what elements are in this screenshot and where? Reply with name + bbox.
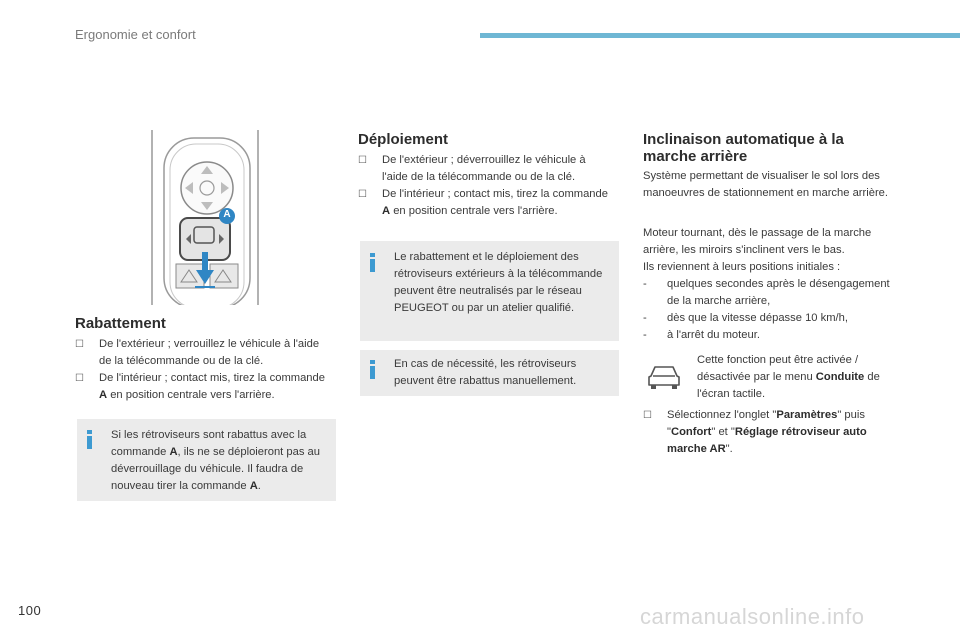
info-icon [370,360,375,379]
checkbox-bullet-icon: ☐ [358,189,367,200]
checkbox-bullet-icon: ☐ [75,373,84,384]
inclinaison-title: Inclinaison automatique à la marche arrière [643,131,844,165]
checkbox-bullet-icon: ☐ [75,339,84,350]
list-item: ☐ De l'extérieur ; verrouillez le véhicule à l'aide de la télécommande ou de la clé. [75,338,320,367]
inclinaison-function-text: Cette fonction peut être activée / désactivée par le menu Conduite de l'écran tactile. [697,354,880,400]
deploiement-info-box-2 [360,350,619,396]
inclinaison-paragraph-2: Moteur tournant, dès le passage de la marche arrière, les miroirs s'inclinent vers le bas. [643,227,872,256]
deploiement-info-text-2: En cas de nécessité, les rétroviseurs peuvent être rabattus manuellement. [394,358,577,387]
watermark: carmanualsonline.info [640,604,865,629]
list-item: - à l'arrêt du moteur. [643,329,760,341]
section-header-title: Ergonomie et confort [75,27,196,42]
inclinaison-paragraph-3: Ils reviennent à leurs positions initiales : [643,261,841,273]
deploiement-info-box-1 [360,241,619,341]
list-item: ☐ De l'intérieur ; contact mis, tirez la commande A en position centrale vers l'arrière. [358,188,608,217]
deploiement-bullets [358,152,608,220]
list-item: - dès que la vitesse dépasse 10 km/h, [643,312,848,324]
rabattement-info-box [77,419,336,501]
mirror-control-drawing [150,130,262,305]
list-item: - quelques secondes après le désengagement de la marche arrière, [643,278,890,307]
rabattement-info-text: Si les rétroviseurs sont rabattus avec la commande A, ils ne se déploieront pas au déverrouillage du véhicule. Il faudra de nouveau tirer la commande A. [111,429,320,492]
deploiement-info-text-1: Le rabattement et le déploiement des rétroviseurs extérieurs à la télécommande peuvent être neutralisés par le réseau PEUGEOT ou par un atelier qualifié. [394,251,603,314]
list-item: ☐ De l'intérieur ; contact mis, tirez la commande A en position centrale vers l'arrière. [75,372,325,401]
header-accent-bar [480,33,960,38]
mirror-control-illustration [150,130,262,305]
deploiement-title: Déploiement [358,131,449,148]
callout-label-a: A [223,209,231,220]
info-icon [87,430,92,449]
inclinaison-dash-list [643,276,903,344]
checkbox-bullet-icon: ☐ [643,410,652,421]
inclinaison-paragraph-1: Système permettant de visualiser le sol lors des manoeuvres de stationnement en marche arrière. [643,170,889,199]
inclinaison-select-bullet [643,407,903,458]
checkbox-bullet-icon: ☐ [358,155,367,166]
rabattement-title: Rabattement [75,315,166,332]
info-icon [370,253,375,272]
car-icon [646,362,682,395]
rabattement-bullets [75,336,325,404]
list-item: ☐ Sélectionnez l'onglet "Paramètres" puis "Confort" et "Réglage rétroviseur auto marche AR". [643,409,867,455]
list-item: ☐ De l'extérieur ; déverrouillez le véhicule à l'aide de la télécommande ou de la clé. [358,154,586,183]
page-number: 100 [18,603,42,618]
